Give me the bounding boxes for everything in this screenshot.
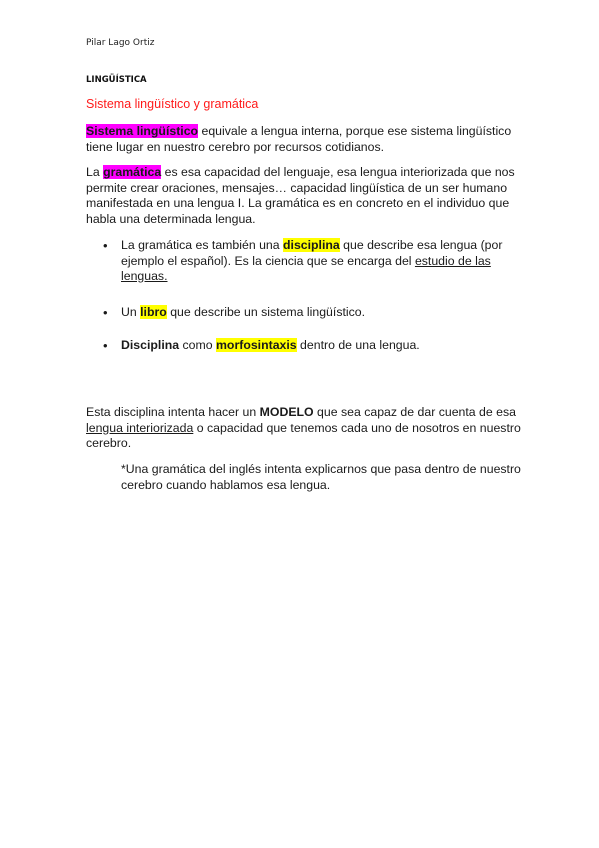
highlight-libro: libro [140,304,167,319]
paragraph-modelo-pre: Esta disciplina intenta hacer un [86,405,260,419]
underlined-estudio-lenguas: estudio de las lenguas. [121,253,491,283]
paragraph-gramatica-pre: La [86,165,104,179]
paragraph-sistema [86,124,526,155]
paragraph-modelo-text: o capacidad que tenemos cada uno de nosotros en nuestro cerebro. [86,420,521,450]
paragraph-modelo [86,405,526,452]
paragraph-modelo-mid: que sea capaz de dar cuenta de esa [313,405,516,419]
highlight-gramatica: gramática [103,165,162,179]
list-item-libro [86,305,526,321]
note-example: *Una gramática del inglés intenta explicarnos que pasa dentro de nuestro cerebro cuando hablamos esa lengua. [121,462,521,492]
document-heading: LINGÜÍSTICA [86,75,147,85]
highlight-morfosintaxis: morfosintaxis [216,338,297,352]
list-item-libro-pre: Un [121,304,141,319]
author-name: Pilar Lago Ortiz [86,38,155,48]
list-item-morfosintaxis-text: dentro de una lengua. [296,338,420,352]
section-title: Sistema lingüístico y gramática [86,97,259,111]
bullet-list [86,238,526,354]
list-item-disciplina-pre: La gramática es también una [121,238,284,252]
paragraph-sistema-text: equivale a lengua interna, porque ese sistema lingüístico tiene lugar en nuestro cerebro por recursos cotidianos. [86,124,512,154]
underlined-lengua-interiorizada: lengua interiorizada [86,420,194,435]
list-item-morfosintaxis [86,338,526,354]
paragraph-gramatica-text: es esa capacidad del lenguaje, esa lengua interiorizada que nos permite crear oraciones, mensajes… capacidad lingüística de un ser humano manifestada en una lengua I. La gramática es en concreto en el individuo que habla una determinada lengua. [86,165,515,226]
bold-disciplina: Disciplina [121,338,180,352]
paragraph-gramatica [86,165,526,227]
highlight-sistema-linguistico: Sistema lingüístico [86,124,199,138]
bold-modelo: MODELO [259,405,314,419]
list-item-morfosintaxis-mid: como [179,338,216,352]
highlight-disciplina: disciplina [283,238,340,252]
list-item-disciplina [86,238,526,285]
list-item-disciplina-mid: que describe esa lengua (por ejemplo el español). Es la ciencia que se encarga del [121,238,503,268]
list-item-libro-text: que describe un sistema lingüístico. [166,304,366,319]
